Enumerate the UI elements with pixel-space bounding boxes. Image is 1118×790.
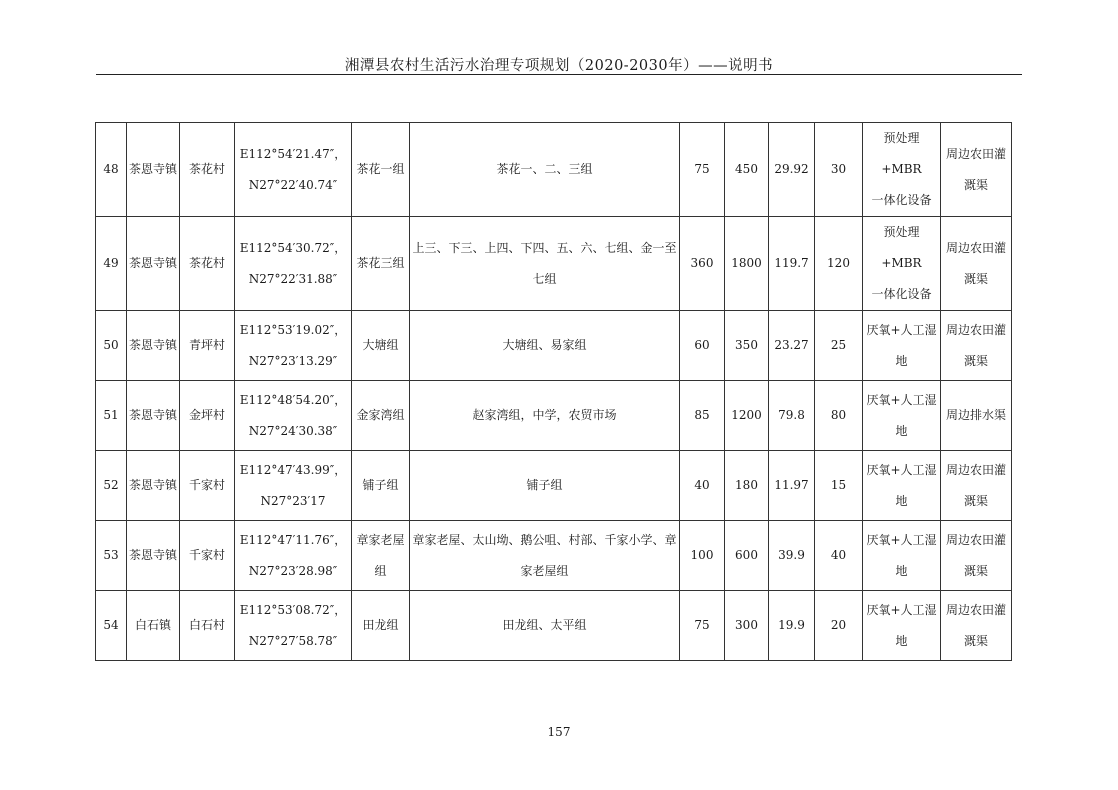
coordinates-cell-line: E112°47′11.76″， — [239, 532, 347, 547]
table-row — [96, 521, 1012, 591]
discharge-cell-line: 周边农田灌 — [945, 602, 1006, 617]
process-cell-line: 厌氧+人工湿 — [866, 602, 937, 617]
population-cell: 600 — [725, 521, 769, 591]
process-cell-line: 一体化设备 — [871, 287, 932, 301]
discharge-cell — [941, 521, 1012, 591]
process-cell-line: 预处理+MBR — [881, 225, 922, 270]
population-cell: 1200 — [725, 381, 769, 451]
site-cell: 茶花三组 — [352, 217, 410, 311]
site-cell: 金家湾组 — [352, 381, 410, 451]
water-volume-cell: 119.7 — [769, 217, 815, 311]
process-cell-line: 一体化设备 — [871, 193, 932, 207]
process-cell-line: 厌氧+人工湿 — [866, 392, 937, 407]
population-cell: 180 — [725, 451, 769, 521]
village-cell: 金坪村 — [180, 381, 235, 451]
water-volume-cell: 39.9 — [769, 521, 815, 591]
discharge-cell-line: 溉渠 — [963, 493, 988, 508]
process-cell — [863, 123, 941, 217]
site-cell: 茶花一组 — [352, 123, 410, 217]
discharge-cell — [941, 591, 1012, 661]
process-cell-line: 厌氧+人工湿 — [866, 462, 937, 477]
process-cell-line: 厌氧+人工湿 — [866, 322, 937, 337]
process-cell — [863, 381, 941, 451]
coordinates-cell — [235, 381, 352, 451]
coordinates-cell-line: N27°22′40.74″ — [248, 177, 338, 192]
coordinates-cell — [235, 521, 352, 591]
coverage-cell: 章家老屋、太山坳、鹅公咀、村部、千家小学、章家老屋组 — [410, 521, 680, 591]
row-number: 53 — [96, 521, 127, 591]
discharge-cell-line: 周边农田灌 — [945, 462, 1006, 477]
coordinates-cell-line: E112°54′21.47″， — [239, 146, 347, 161]
page-header: 湘潭县农村生活污水治理专项规划（2020-2030年）——说明书 — [344, 58, 774, 74]
discharge-cell-line: 周边农田灌 — [945, 240, 1006, 255]
coordinates-cell-line: E112°48′54.20″， — [239, 392, 347, 407]
row-number: 48 — [96, 123, 127, 217]
population-cell: 350 — [725, 311, 769, 381]
coverage-cell: 茶花一、二、三组 — [410, 123, 680, 217]
coordinates-cell — [235, 123, 352, 217]
process-cell — [863, 311, 941, 381]
coverage-cell: 大塘组、易家组 — [410, 311, 680, 381]
coordinates-cell-line: N27°23′17 — [260, 493, 326, 508]
discharge-cell-line: 溉渠 — [963, 271, 988, 286]
site-cell: 章家老屋组 — [352, 521, 410, 591]
process-cell-line: 地 — [895, 633, 908, 648]
town-cell: 茶恩寺镇 — [127, 521, 180, 591]
town-cell: 茶恩寺镇 — [127, 451, 180, 521]
scale-cell: 25 — [815, 311, 863, 381]
discharge-cell-line: 溉渠 — [963, 563, 988, 578]
coverage-cell: 铺子组 — [410, 451, 680, 521]
process-cell — [863, 521, 941, 591]
households-cell: 60 — [680, 311, 725, 381]
coordinates-cell-line: E112°47′43.99″， — [239, 462, 347, 477]
coordinates-cell-line: N27°22′31.88″ — [248, 271, 338, 286]
process-cell-line: 地 — [895, 353, 908, 368]
table-row — [96, 381, 1012, 451]
households-cell: 100 — [680, 521, 725, 591]
scale-cell: 120 — [815, 217, 863, 311]
water-volume-cell: 29.92 — [769, 123, 815, 217]
process-cell-line: 地 — [895, 563, 908, 578]
coordinates-cell — [235, 591, 352, 661]
town-cell: 白石镇 — [127, 591, 180, 661]
discharge-cell — [941, 451, 1012, 521]
scale-cell: 20 — [815, 591, 863, 661]
households-cell: 40 — [680, 451, 725, 521]
coordinates-cell-line: N27°27′58.78″ — [248, 633, 338, 648]
process-cell-line: 地 — [895, 493, 908, 508]
discharge-cell-line: 溉渠 — [963, 633, 988, 648]
scale-cell: 30 — [815, 123, 863, 217]
coordinates-cell-line: N27°24′30.38″ — [248, 423, 338, 438]
process-cell — [863, 451, 941, 521]
population-cell: 450 — [725, 123, 769, 217]
discharge-cell-line: 溉渠 — [963, 353, 988, 368]
discharge-cell-line: 周边排水渠 — [945, 408, 1006, 422]
town-cell: 茶恩寺镇 — [127, 123, 180, 217]
process-cell-line: 预处理+MBR — [881, 131, 922, 176]
discharge-cell — [941, 217, 1012, 311]
water-volume-cell: 23.27 — [769, 311, 815, 381]
process-cell — [863, 217, 941, 311]
table-row — [96, 451, 1012, 521]
coordinates-cell-line: E112°54′30.72″， — [239, 240, 347, 255]
coverage-cell: 赵家湾组，中学，农贸市场 — [410, 381, 680, 451]
process-cell-line: 地 — [895, 423, 908, 438]
discharge-cell-line: 周边农田灌 — [945, 146, 1006, 161]
table-row — [96, 123, 1012, 217]
scale-cell: 40 — [815, 521, 863, 591]
coordinates-cell-line: N27°23′28.98″ — [248, 563, 338, 578]
discharge-cell-line: 周边农田灌 — [945, 532, 1006, 547]
coordinates-cell — [235, 311, 352, 381]
row-number: 54 — [96, 591, 127, 661]
population-cell: 1800 — [725, 217, 769, 311]
process-cell — [863, 591, 941, 661]
table-row — [96, 217, 1012, 311]
village-cell: 青坪村 — [180, 311, 235, 381]
village-cell: 茶花村 — [180, 123, 235, 217]
water-volume-cell: 79.8 — [769, 381, 815, 451]
row-number: 51 — [96, 381, 127, 451]
process-cell-line: 厌氧+人工湿 — [866, 532, 937, 547]
households-cell: 75 — [680, 591, 725, 661]
households-cell: 75 — [680, 123, 725, 217]
site-cell: 大塘组 — [352, 311, 410, 381]
scale-cell: 80 — [815, 381, 863, 451]
row-number: 49 — [96, 217, 127, 311]
discharge-cell — [941, 381, 1012, 451]
village-cell: 千家村 — [180, 521, 235, 591]
table-row — [96, 311, 1012, 381]
town-cell: 茶恩寺镇 — [127, 381, 180, 451]
page-number: 157 — [547, 725, 571, 739]
row-number: 50 — [96, 311, 127, 381]
coordinates-cell-line: E112°53′08.72″， — [239, 602, 347, 617]
coordinates-cell — [235, 217, 352, 311]
scale-cell: 15 — [815, 451, 863, 521]
village-cell: 千家村 — [180, 451, 235, 521]
households-cell: 360 — [680, 217, 725, 311]
discharge-cell-line: 周边农田灌 — [945, 322, 1006, 337]
population-cell: 300 — [725, 591, 769, 661]
discharge-cell — [941, 311, 1012, 381]
village-cell: 茶花村 — [180, 217, 235, 311]
town-cell: 茶恩寺镇 — [127, 217, 180, 311]
site-cell: 铺子组 — [352, 451, 410, 521]
site-cell: 田龙组 — [352, 591, 410, 661]
coordinates-cell-line: N27°23′13.29″ — [248, 353, 338, 368]
table-row — [96, 591, 1012, 661]
row-number: 52 — [96, 451, 127, 521]
coverage-cell: 上三、下三、上四、下四、五、六、七组、金一至七组 — [410, 217, 680, 311]
table-body — [96, 123, 1012, 661]
coordinates-cell-line: E112°53′19.02″， — [239, 322, 347, 337]
town-cell: 茶恩寺镇 — [127, 311, 180, 381]
water-volume-cell: 11.97 — [769, 451, 815, 521]
coordinates-cell — [235, 451, 352, 521]
households-cell: 85 — [680, 381, 725, 451]
header-rule — [96, 74, 1022, 75]
discharge-cell-line: 溉渠 — [963, 177, 988, 192]
discharge-cell — [941, 123, 1012, 217]
water-volume-cell: 19.9 — [769, 591, 815, 661]
facility-table — [95, 122, 1012, 661]
village-cell: 白石村 — [180, 591, 235, 661]
coverage-cell: 田龙组、太平组 — [410, 591, 680, 661]
